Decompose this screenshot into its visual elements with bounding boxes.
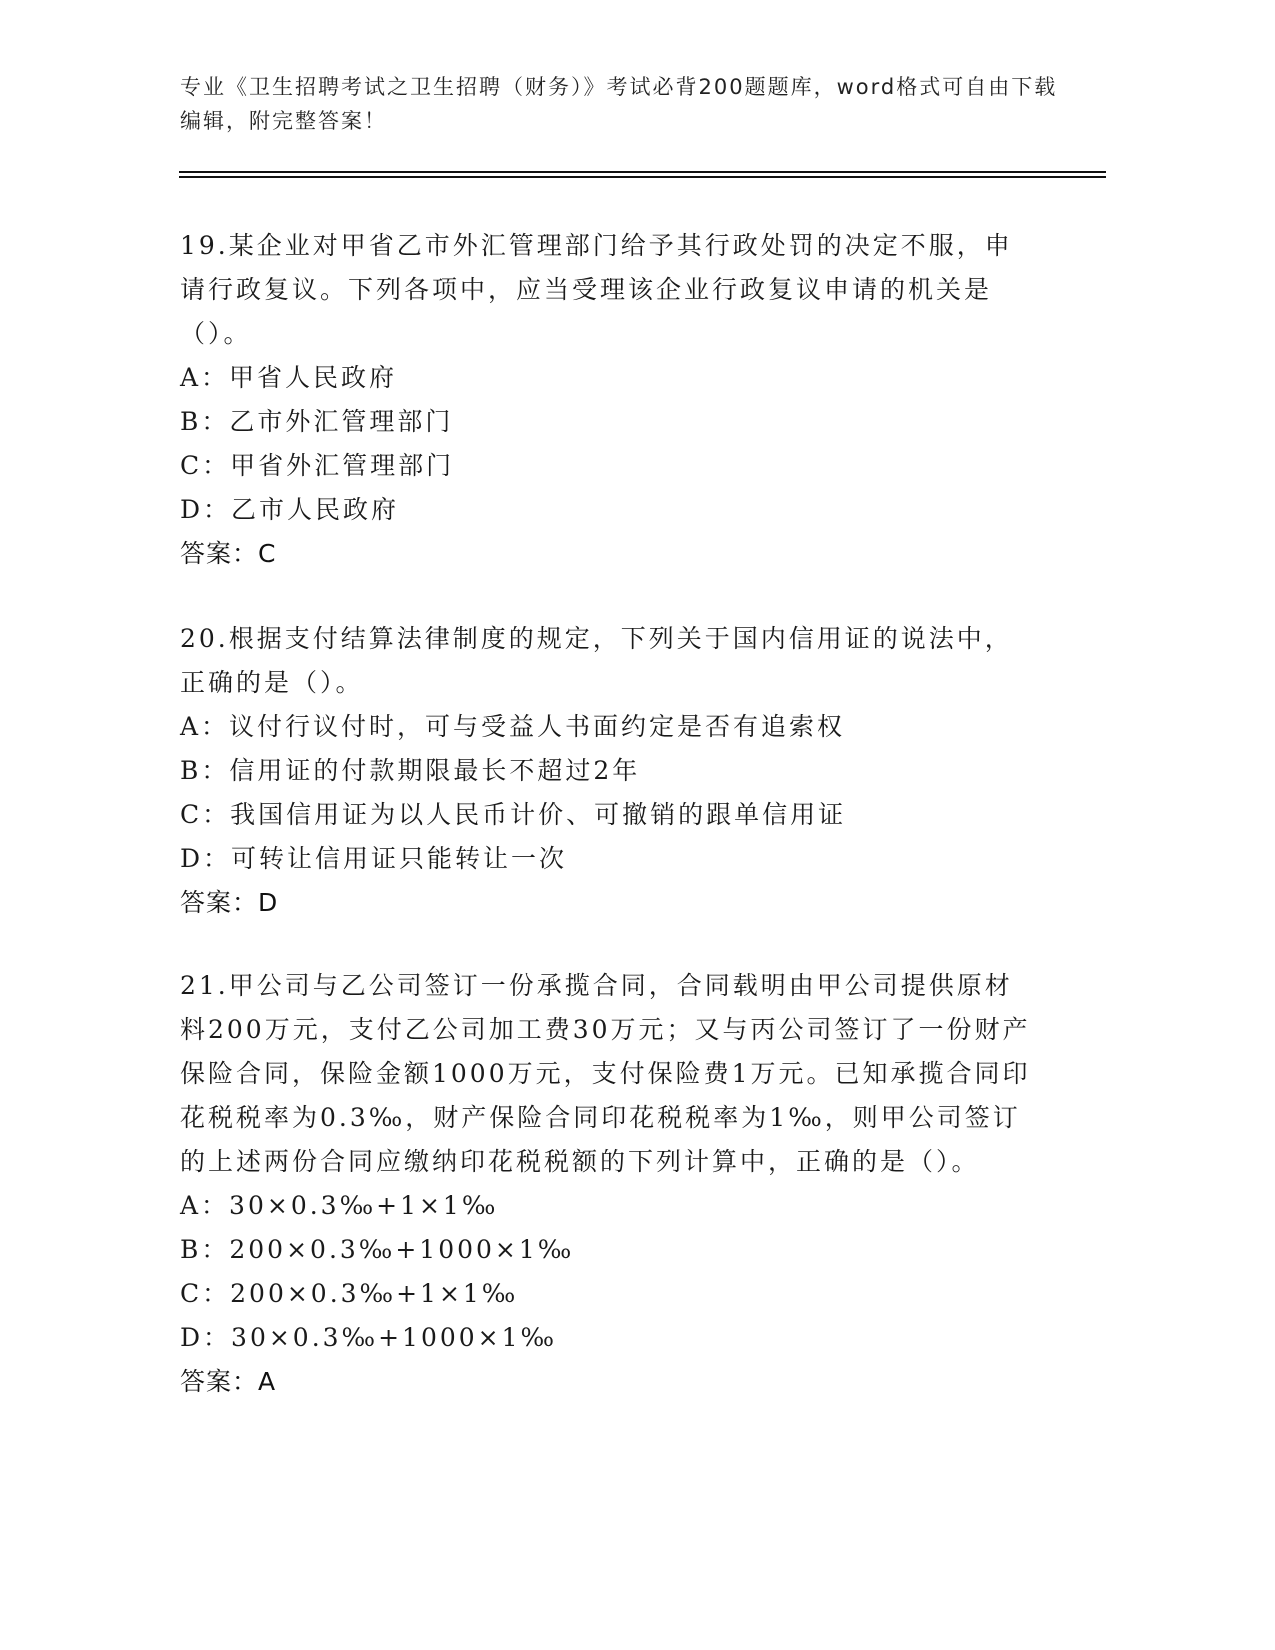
option-d: D：乙市人民政府 xyxy=(180,495,400,524)
question-21 xyxy=(180,964,1040,1404)
option-b: B：200×0.3‰+1000×1‰ xyxy=(180,1235,575,1264)
option-a: A：甲省人民政府 xyxy=(180,363,398,392)
document-header: 专业《卫生招聘考试之卫生招聘（财务）》考试必背200题题库，word格式可自由下载编辑，附完整答案！ xyxy=(180,75,1058,133)
option-b: B：乙市外汇管理部门 xyxy=(180,407,454,436)
question-19 xyxy=(180,224,1040,576)
header-divider-top xyxy=(179,171,1106,173)
option-a: A：议付行议付时，可与受益人书面约定是否有追索权 xyxy=(180,712,846,741)
question-stem: 19.某企业对甲省乙市外汇管理部门给予其行政处罚的决定不服，申请行政复议。下列各项中，应当受理该企业行政复议申请的机关是（）。 xyxy=(180,231,1013,348)
answer: 答案：A xyxy=(180,1367,277,1396)
option-b: B：信用证的付款期限最长不超过2年 xyxy=(180,756,641,785)
question-stem: 20.根据支付结算法律制度的规定，下列关于国内信用证的说法中，正确的是（）。 xyxy=(180,624,1013,697)
option-c: C：甲省外汇管理部门 xyxy=(180,451,455,480)
option-a: A：30×0.3‰+1×1‰ xyxy=(180,1191,499,1220)
header-divider-bottom xyxy=(179,176,1106,178)
option-d: D：可转让信用证只能转让一次 xyxy=(180,844,568,873)
option-d: D：30×0.3‰+1000×1‰ xyxy=(180,1323,558,1352)
option-c: C：我国信用证为以人民币计价、可撤销的跟单信用证 xyxy=(180,800,847,829)
answer: 答案：C xyxy=(180,539,277,568)
option-c: C：200×0.3‰+1×1‰ xyxy=(180,1279,519,1308)
answer: 答案：D xyxy=(180,888,279,917)
question-20 xyxy=(180,617,1040,925)
question-stem: 21.甲公司与乙公司签订一份承揽合同，合同载明由甲公司提供原材料200万元，支付乙公司加工费30万元；又与丙公司签订了一份财产保险合同，保险金额1000万元，支付保险费1万元。已知承揽合同印花税税率为0.3‰，财产保险合同印花税税率为1‰，则甲公司签订的上述两份合同应缴纳印花税税额的下列计算中，正确的是（）。 xyxy=(180,971,1031,1176)
